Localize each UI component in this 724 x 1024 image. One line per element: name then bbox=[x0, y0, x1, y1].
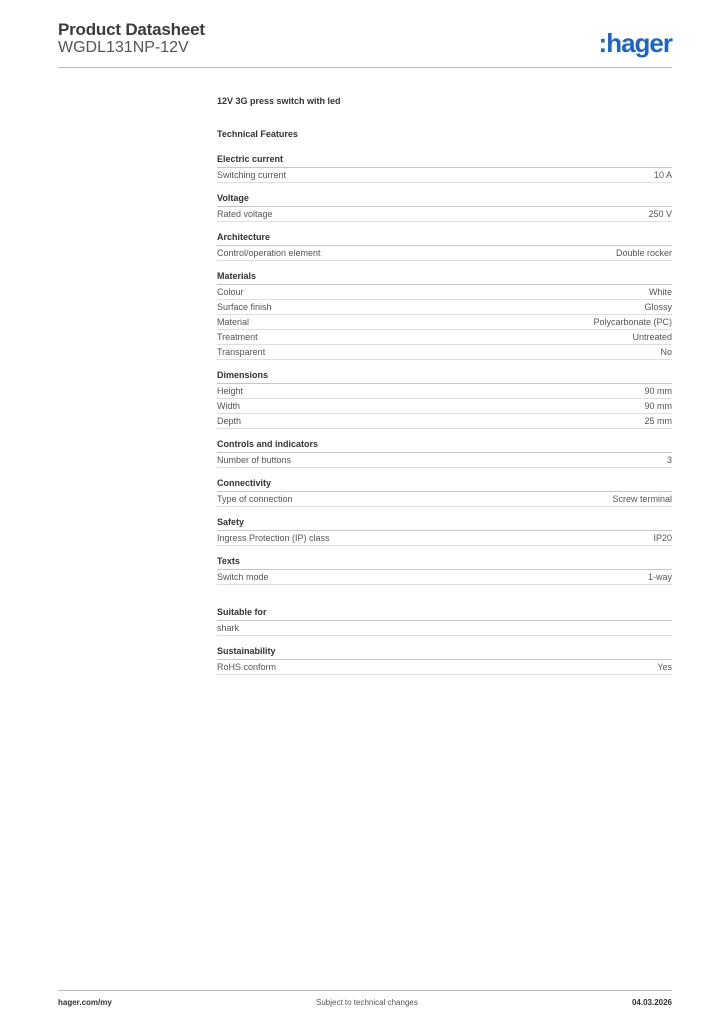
spec-label: Height bbox=[217, 386, 244, 396]
feature-group bbox=[217, 606, 672, 636]
spec-row bbox=[217, 621, 672, 636]
spec-label: Width bbox=[217, 401, 241, 411]
spec-value: No bbox=[660, 347, 672, 357]
spec-label: Number of buttons bbox=[217, 455, 292, 465]
spec-row bbox=[217, 300, 672, 315]
feature-group bbox=[217, 438, 672, 468]
group-title: Texts bbox=[217, 555, 672, 570]
datasheet-content bbox=[217, 96, 672, 684]
spec-label: Control/operation element bbox=[217, 248, 321, 258]
spec-row bbox=[217, 570, 672, 585]
spec-value: Double rocker bbox=[615, 248, 672, 258]
spec-label: Colour bbox=[217, 287, 244, 297]
spec-label: Depth bbox=[217, 416, 242, 426]
spec-row bbox=[217, 207, 672, 222]
spec-row bbox=[217, 492, 672, 507]
spec-value: White bbox=[648, 287, 672, 297]
spec-value: Yes bbox=[657, 662, 672, 672]
group-title: Sustainability bbox=[217, 645, 672, 660]
feature-group bbox=[217, 555, 672, 585]
product-code: WGDL131NP-12V bbox=[58, 39, 189, 56]
group-title: Architecture bbox=[217, 231, 672, 246]
page-header bbox=[58, 20, 672, 70]
hager-logo: :hager bbox=[598, 28, 672, 58]
feature-group bbox=[217, 270, 672, 360]
feature-group bbox=[217, 645, 672, 675]
spec-value: Untreated bbox=[632, 332, 672, 342]
spec-label: Rated voltage bbox=[217, 209, 273, 219]
spec-row bbox=[217, 384, 672, 399]
spec-row bbox=[217, 531, 672, 546]
spec-label: RoHS conform bbox=[217, 662, 277, 672]
group-title: Connectivity bbox=[217, 477, 672, 492]
spec-value: Screw terminal bbox=[612, 494, 672, 504]
spec-value: 10 A bbox=[653, 170, 672, 180]
group-title: Materials bbox=[217, 270, 672, 285]
spec-label: Ingress Protection (IP) class bbox=[217, 533, 330, 543]
spec-label: shark bbox=[217, 623, 240, 633]
group-title: Controls and indicators bbox=[217, 438, 672, 453]
technical-features-title: Technical Features bbox=[217, 129, 298, 139]
feature-group bbox=[217, 153, 672, 183]
section-spacer bbox=[217, 594, 672, 606]
spec-row bbox=[217, 414, 672, 429]
spec-row bbox=[217, 399, 672, 414]
spec-value: Glossy bbox=[644, 302, 672, 312]
spec-label: Switch mode bbox=[217, 572, 269, 582]
spec-label: Transparent bbox=[217, 347, 266, 357]
header-divider bbox=[58, 67, 672, 68]
feature-groups bbox=[217, 153, 672, 675]
feature-group bbox=[217, 516, 672, 546]
doc-title: Product Datasheet bbox=[58, 20, 205, 39]
footer-date: 04.03.2026 bbox=[631, 998, 672, 1007]
spec-value: 90 mm bbox=[644, 386, 672, 396]
spec-row bbox=[217, 246, 672, 261]
spec-value: 25 mm bbox=[644, 416, 672, 426]
group-title: Safety bbox=[217, 516, 672, 531]
spec-value: Polycarbonate (PC) bbox=[593, 317, 672, 327]
spec-value: IP20 bbox=[653, 533, 672, 543]
spec-row bbox=[217, 660, 672, 675]
group-title: Voltage bbox=[217, 192, 672, 207]
spec-label: Treatment bbox=[217, 332, 258, 342]
footer-divider bbox=[58, 990, 672, 991]
spec-row bbox=[217, 168, 672, 183]
feature-group bbox=[217, 231, 672, 261]
product-name: 12V 3G press switch with led bbox=[217, 96, 341, 106]
spec-value: 250 V bbox=[648, 209, 672, 219]
group-title: Electric current bbox=[217, 153, 672, 168]
feature-group bbox=[217, 192, 672, 222]
feature-group bbox=[217, 477, 672, 507]
spec-label: Type of connection bbox=[217, 494, 293, 504]
spec-value: 3 bbox=[666, 455, 672, 465]
footer-note: Subject to technical changes bbox=[316, 998, 418, 1007]
feature-group bbox=[217, 369, 672, 429]
spec-value: 90 mm bbox=[644, 401, 672, 411]
spec-row bbox=[217, 315, 672, 330]
spec-row bbox=[217, 345, 672, 360]
footer-website: hager.com/my bbox=[58, 998, 112, 1007]
spec-label: Switching current bbox=[217, 170, 287, 180]
spec-label: Material bbox=[217, 317, 250, 327]
group-title: Dimensions bbox=[217, 369, 672, 384]
spec-value: 1-way bbox=[647, 572, 672, 582]
spec-row bbox=[217, 285, 672, 300]
spec-label: Surface finish bbox=[217, 302, 272, 312]
spec-row bbox=[217, 453, 672, 468]
spec-row bbox=[217, 330, 672, 345]
group-title: Suitable for bbox=[217, 606, 672, 621]
